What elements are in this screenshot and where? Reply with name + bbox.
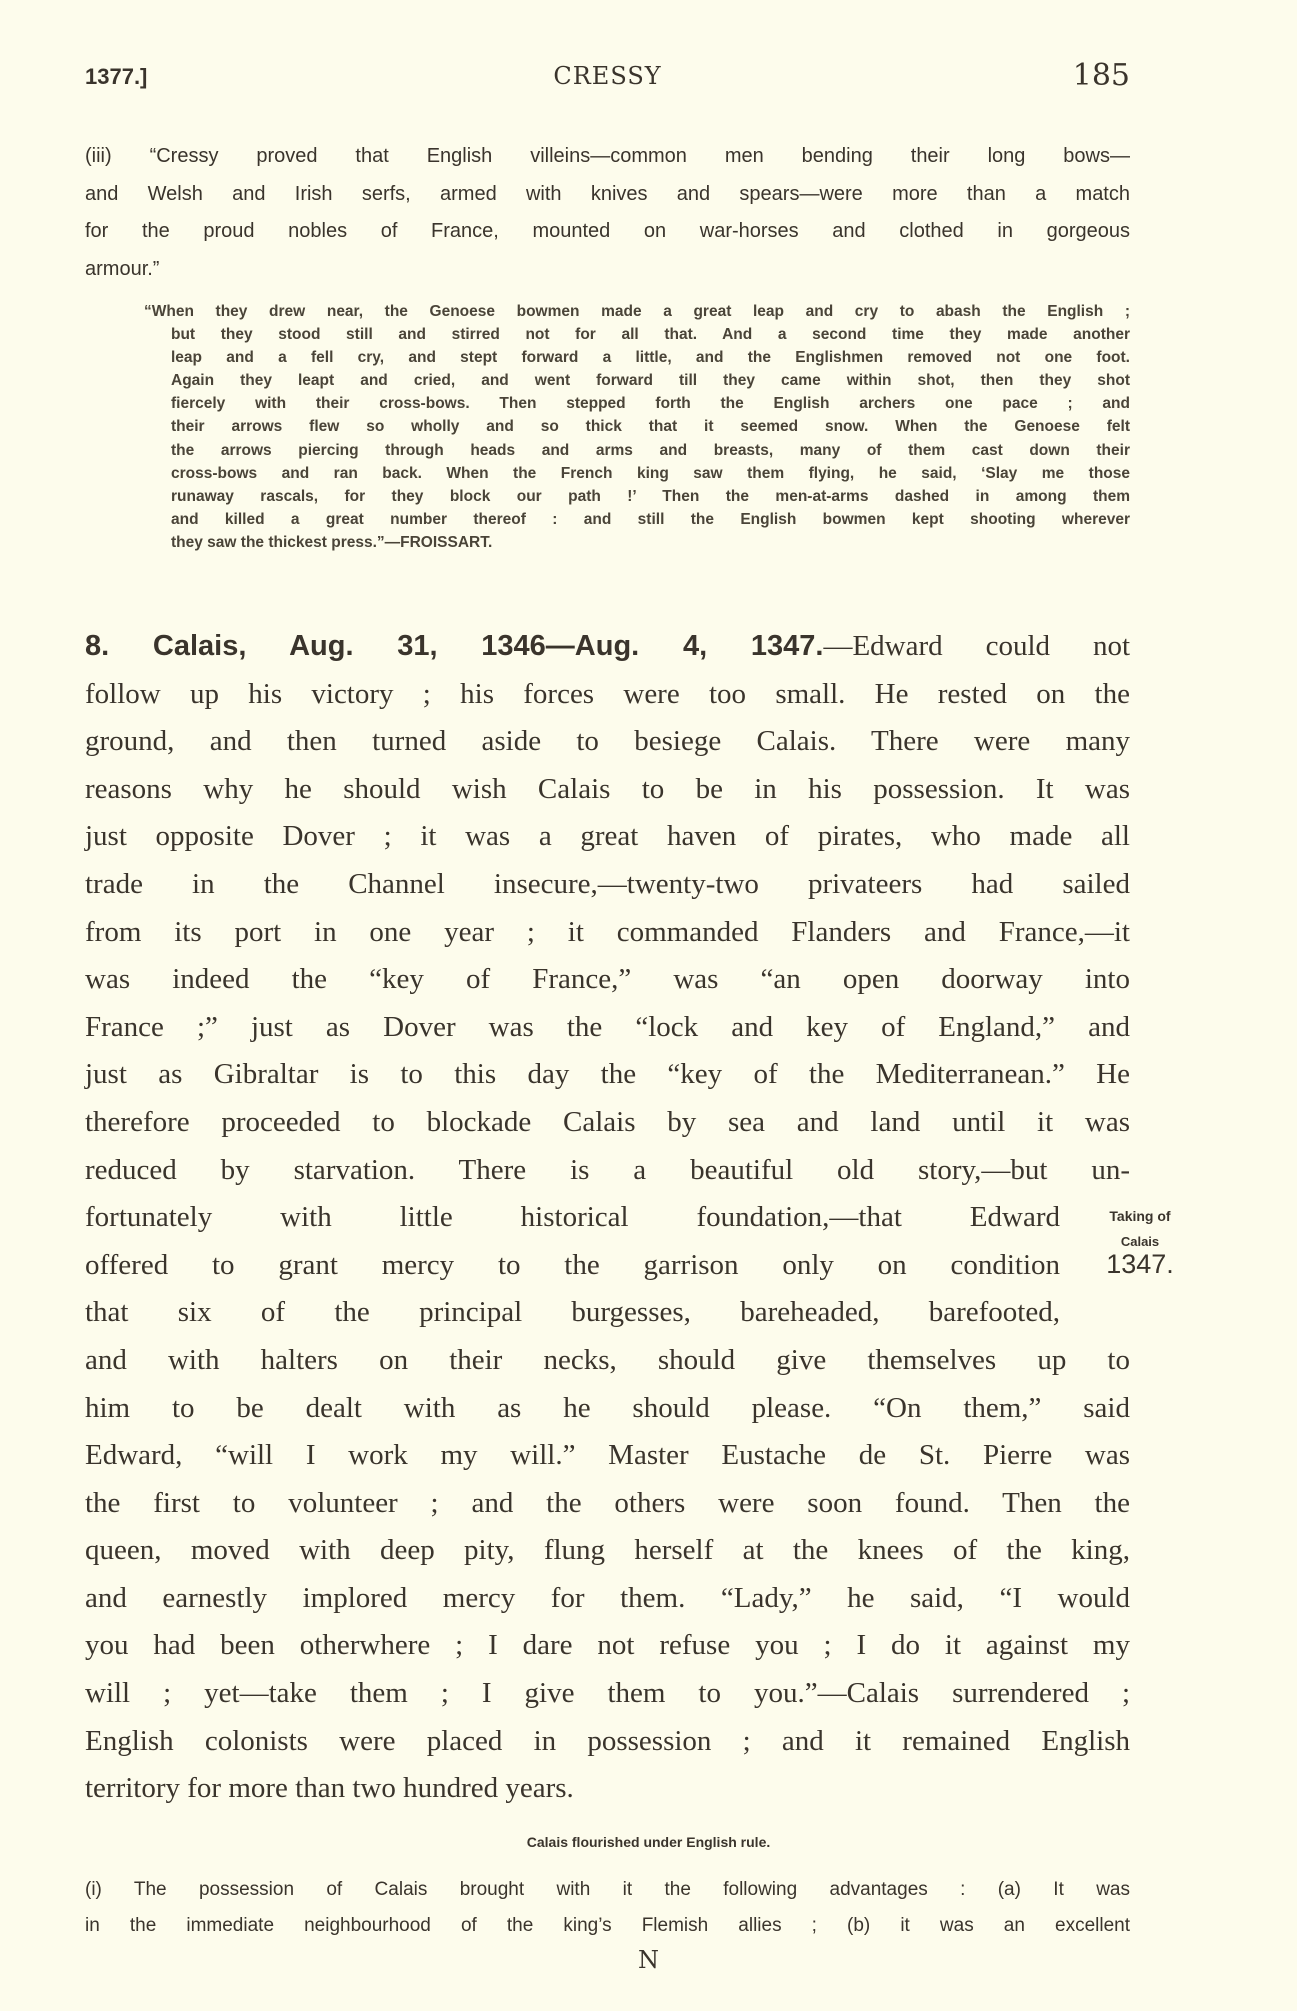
text-line: just opposite Dover ; it was a great haven of pirates, who made all — [85, 820, 1130, 853]
signature-mark: N — [638, 1946, 659, 1974]
running-header — [85, 58, 1130, 98]
text-line: that six of the principal burgesses, bareheaded, barefooted, — [85, 1296, 1060, 1329]
text-line: but they stood still and stirred not for all that. And a second time they made another — [171, 326, 1130, 344]
intro-paragraph — [85, 138, 1130, 289]
margin-note-year: 1347. — [1106, 1249, 1174, 1279]
text-line: France ;” just as Dover was the “lock and key of England,” and — [85, 1010, 1130, 1043]
text-line: offered to grant mercy to the garrison only on condition — [85, 1248, 1060, 1281]
text-line: just as Gibraltar is to this day the “key of the Mediterranean.” He — [85, 1058, 1130, 1091]
text-line: (iii) “Cressy proved that English villeins—common men bending their long bows— — [85, 145, 1130, 167]
header-title: CRESSY — [553, 62, 662, 90]
text-line: fortunately with little historical foundation,—that Edward — [85, 1201, 1060, 1234]
text-line: Edward, “will I work my will.” Master Eustache de St. Pierre was — [85, 1439, 1130, 1472]
text-line: therefore proceeded to blockade Calais by sea and land until it was — [85, 1105, 1130, 1138]
text-line: reduced by starvation. There is a beautiful old story,—but un- — [85, 1153, 1130, 1186]
text-line: leap and a fell cry, and stept forward a little, and the Englishmen removed not one foot. — [171, 349, 1130, 367]
page-number: 185 — [1072, 58, 1130, 93]
advantages-paragraph — [85, 1872, 1130, 1944]
text-line: queen, moved with deep pity, flung herself at the knees of the king, — [85, 1534, 1130, 1567]
text-line: follow up his victory ; his forces were too small. He rested on the — [85, 677, 1130, 710]
text-line: armour.” — [85, 258, 160, 281]
section-first-line-text: —Edward could not — [823, 630, 1130, 662]
text-line: their arrows flew so wholly and so thick that it seemed snow. When the Genoese felt — [171, 418, 1130, 436]
text-line: in the immediate neighbourhood of the king’s Flemish allies ; (b) it was an excellent — [85, 1915, 1130, 1936]
text-line: and with halters on their necks, should give themselves up to — [85, 1343, 1130, 1376]
text-line: the arrows piercing through heads and arms and breasts, many of them cast down their — [171, 441, 1130, 459]
text-line: runaway rascals, for they block our path !’ Then the men-at-arms dashed in among them — [171, 487, 1130, 505]
text-line: territory for more than two hundred years. — [85, 1772, 574, 1805]
section-first-line — [85, 623, 1130, 671]
margin-note — [1084, 1208, 1196, 1280]
text-line: will ; yet—take them ; I give them to you.”—Calais surrendered ; — [85, 1677, 1130, 1710]
text-line: him to be dealt with as he should please. “On them,” said — [85, 1391, 1130, 1424]
text-line: and earnestly implored mercy for them. “Lady,” he said, “I would — [85, 1581, 1130, 1614]
text-line: fiercely with their cross-bows. Then stepped forth the English archers one pace ; and — [171, 395, 1130, 413]
margin-note-line2: Calais — [1120, 1234, 1160, 1249]
text-line: “When they drew near, the Genoese bowmen made a great leap and cry to abash the English ; — [144, 303, 1130, 320]
text-line: and killed a great number thereof : and still the English bowmen kept shooting wherever — [171, 510, 1130, 528]
froissart-quotation — [144, 300, 1130, 554]
section-calais — [85, 623, 1130, 1813]
text-line: from its port in one year ; it commanded Flanders and France,—it — [85, 915, 1130, 948]
text-line: they saw the thickest press.”—FROISSART. — [171, 533, 493, 551]
text-line: cross-bows and ran back. When the French king saw them flying, he said, ‘Slay me those — [171, 464, 1130, 482]
header-year: 1377.] — [85, 64, 148, 89]
text-line: trade in the Channel insecure,—twenty-two privateers had sailed — [85, 867, 1130, 900]
text-line: was indeed the “key of France,” was “an open doorway into — [85, 963, 1130, 996]
text-line: and Welsh and Irish serfs, armed with knives and spears—were more than a match — [85, 182, 1130, 205]
section-heading: 8. Calais, Aug. 31, 1346—Aug. 4, 1347. — [85, 630, 824, 662]
margin-note-line1: Taking of — [1109, 1208, 1171, 1224]
text-line: the first to volunteer ; and the others were soon found. Then the — [85, 1486, 1130, 1519]
text-line: (i) The possession of Calais brought with it the following advantages : (a) It was — [85, 1879, 1130, 1900]
text-line: ground, and then turned aside to besiege Calais. There were many — [85, 725, 1130, 758]
text-line: for the proud nobles of France, mounted on war-horses and clothed in gorgeous — [85, 220, 1130, 243]
text-line: reasons why he should wish Calais to be in his possession. It was — [85, 772, 1130, 805]
text-line: English colonists were placed in possession ; and it remained English — [85, 1724, 1130, 1757]
text-line: you had been otherwhere ; I dare not refuse you ; I do it against my — [85, 1629, 1130, 1662]
sub-caption: Calais flourished under English rule. — [526, 1834, 771, 1850]
text-line: Again they leapt and cried, and went forward till they came within shot, then they shot — [171, 372, 1130, 390]
